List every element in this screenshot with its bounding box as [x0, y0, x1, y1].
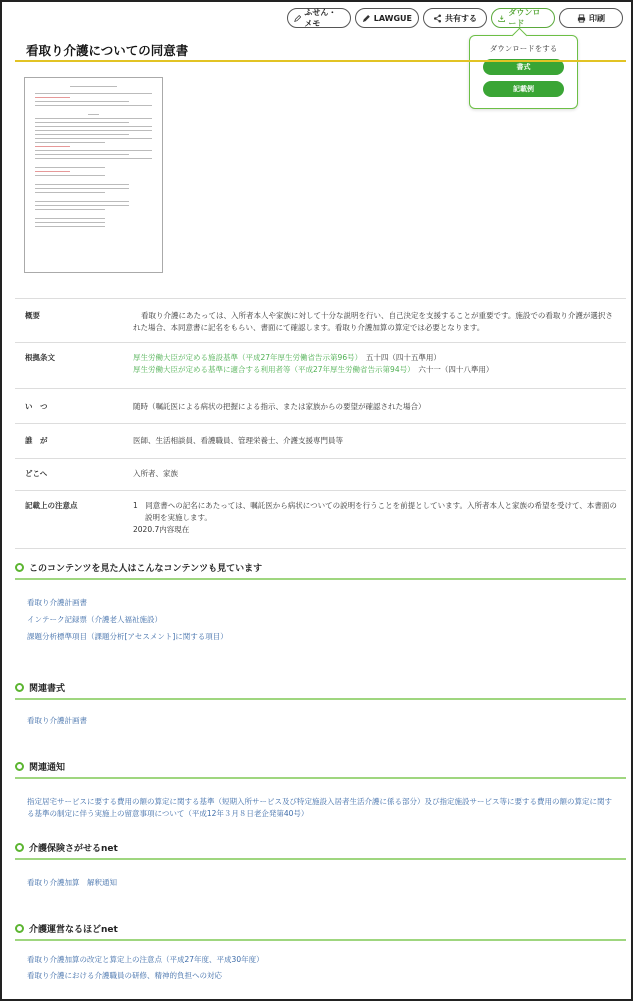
who-label: 誰 が — [25, 436, 48, 445]
section-bullet-icon — [15, 563, 24, 572]
share-label: 共有する — [445, 13, 477, 23]
where-value: 入所者、家族 — [133, 469, 178, 478]
notes-value — [133, 500, 626, 548]
section-title: 関連通知 — [29, 762, 66, 773]
section-related-forms — [15, 678, 626, 727]
toolbar — [287, 8, 623, 28]
info-row-basis — [15, 342, 626, 388]
section-related-content — [15, 558, 626, 643]
section-title: 関連書式 — [29, 683, 66, 694]
pencil-icon — [294, 14, 301, 23]
download-dropdown — [469, 35, 578, 109]
section-title: 介護保険さがせるnet — [29, 843, 118, 854]
info-table — [15, 298, 626, 549]
basis-link-user-standards[interactable]: 厚生労働大臣が定める基準に適合する利用者等（平成27年厚生労働省告示第94号） — [133, 365, 411, 374]
document-thumbnail[interactable] — [24, 77, 163, 273]
info-row-overview — [15, 298, 626, 342]
overview-label: 概要 — [25, 311, 40, 320]
basis-suffix-1: 五十四（四十五準用） — [365, 353, 441, 362]
link-mitori-plan[interactable]: 看取り介護計画書 — [27, 598, 87, 607]
where-label: どこへ — [25, 469, 48, 478]
basis-value — [133, 352, 626, 388]
section-title: このコンテンツを見た人はこんなコンテンツも見ています — [29, 563, 263, 574]
print-label: 印刷 — [589, 13, 605, 23]
info-row-when — [15, 388, 626, 423]
link-mitori-kasan-notice[interactable]: 看取り介護加算 解釈通知 — [27, 878, 117, 887]
section-bullet-icon — [15, 683, 24, 692]
info-row-notes — [15, 490, 626, 548]
section-kaigo-sagaseru — [15, 838, 626, 889]
download-form-button[interactable]: 書式 — [483, 59, 564, 75]
memo-label: ふせん・メモ — [304, 8, 337, 28]
notes-date: 2020.7内容現在 — [133, 525, 190, 534]
link-mitori-staff-training[interactable]: 看取り介護における介護職員の研修、精神的負担への対応 — [27, 971, 222, 980]
link-mitori-plan-form[interactable]: 看取り介護計画書 — [27, 716, 87, 725]
link-notice-standards[interactable]: 指定居宅サービスに要する費用の額の算定に関する基準（短期入所サービス及び特定施設入居者生活介護に係る部分）及び指定施設サービス等に要する費用の額の算定に関する基準の制定に伴う実施上の留意事項について（平成12年３月８日老企発第40号） — [27, 797, 612, 818]
print-button[interactable] — [559, 8, 623, 28]
download-dropdown-title: ダウンロードをする — [489, 44, 558, 53]
download-button[interactable] — [491, 8, 555, 28]
info-row-where — [15, 458, 626, 490]
link-mitori-kasan-revision[interactable]: 看取り介護加算の改定と算定上の注意点（平成27年度、平成30年度） — [27, 955, 264, 964]
link-intake-record[interactable]: インテーク記録票（介護老人福祉施設） — [27, 615, 162, 624]
title-divider — [15, 60, 626, 62]
share-icon — [433, 14, 442, 23]
basis-suffix-2: 六十一（四十八準用） — [418, 365, 494, 374]
memo-button[interactable] — [287, 8, 351, 28]
download-label: ダウンロード — [508, 8, 541, 28]
printer-icon — [577, 14, 586, 23]
section-bullet-icon — [15, 843, 24, 852]
share-button[interactable] — [423, 8, 487, 28]
section-bullet-icon — [15, 762, 24, 771]
basis-label: 根拠条文 — [25, 353, 55, 362]
section-bullet-icon — [15, 924, 24, 933]
download-example-button[interactable]: 記載例 — [483, 81, 564, 97]
notes-label: 記載上の注意点 — [25, 501, 78, 510]
pen-icon — [362, 14, 371, 23]
who-value: 医師、生活相談員、看護職員、管理栄養士、介護支援専門員等 — [133, 436, 343, 445]
lawgue-button[interactable] — [355, 8, 419, 28]
section-title: 介護運営なるほどnet — [29, 924, 118, 935]
page-title: 看取り介護についての同意書 — [26, 43, 189, 58]
section-related-notices — [15, 757, 626, 820]
lawgue-label: LAWGUE — [373, 13, 412, 23]
when-value: 随時（嘱託医による病状の把握による指示、または家族からの要望が確認された場合） — [133, 402, 426, 411]
link-assessment-items[interactable]: 課題分析標準項目（課題分析[アセスメント]に関する項目） — [27, 632, 228, 641]
overview-value: 看取り介護にあたっては、入所者本人や家族に対して十分な説明を行い、自己決定を支援することが重要です。施設での看取り介護が選択された場合、本同意書に記名をもらい、書面にて確認します。看取り介護加算の算定では必要となります。 — [133, 311, 613, 332]
info-row-who — [15, 423, 626, 458]
notes-text: 1 同意書への記名にあたっては、嘱託医から病状についての説明を行うことを前提としています。入所者本人と家族の希望を受けて、本書面の説明を実施します。 — [133, 501, 617, 522]
basis-link-facility-standards[interactable]: 厚生労働大臣が定める施設基準（平成27年厚生労働省告示第96号） — [133, 353, 359, 362]
download-icon — [498, 14, 505, 23]
when-label: い つ — [25, 402, 48, 411]
section-kaigo-naruhodo — [15, 919, 626, 982]
